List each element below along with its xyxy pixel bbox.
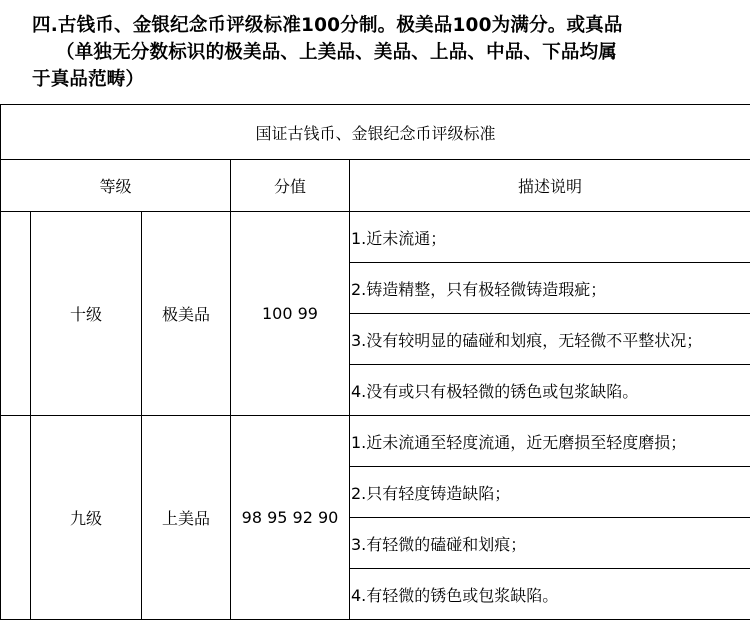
score-cell: 98 95 92 90 <box>231 416 350 620</box>
table-row <box>1 416 750 467</box>
row-marker-cell <box>1 416 31 620</box>
table-caption-row <box>1 105 750 160</box>
grade-level-cell: 十级 <box>31 212 142 416</box>
description-cell: 2.只有轻度铸造缺陷； <box>350 467 750 518</box>
column-header-score: 分值 <box>231 160 350 212</box>
table-header-row <box>1 160 750 212</box>
description-cell: 1.近未流通； <box>350 212 750 263</box>
heading-line-3: 于真品范畴） <box>6 66 744 93</box>
description-cell: 1.近未流通至轻度流通，近无磨损至轻度磨损； <box>350 416 750 467</box>
column-header-description: 描述说明 <box>350 160 750 212</box>
description-cell: 4.有轻微的锈色或包浆缺陷。 <box>350 569 750 620</box>
table-caption: 国证古钱币、金银纪念币评级标准 <box>1 105 750 160</box>
heading-line-2: （单独无分数标识的极美品、上美品、美品、上品、中品、下品均属 <box>6 39 744 66</box>
column-header-grade: 等级 <box>1 160 231 212</box>
table-row <box>1 212 750 263</box>
grading-standard-table <box>0 104 750 620</box>
description-cell: 3.没有较明显的磕碰和划痕，无轻微不平整状况； <box>350 314 750 365</box>
section-heading <box>6 12 744 93</box>
grade-name-cell: 极美品 <box>142 212 231 416</box>
grade-level-cell: 九级 <box>31 416 142 620</box>
row-marker-cell <box>1 212 31 416</box>
heading-line-1: 四.古钱币、金银纪念币评级标准100分制。极美品100为满分。或真品 <box>6 12 744 39</box>
description-cell: 4.没有或只有极轻微的锈色或包浆缺陷。 <box>350 365 750 416</box>
description-cell: 2.铸造精整，只有极轻微铸造瑕疵； <box>350 263 750 314</box>
grade-name-cell: 上美品 <box>142 416 231 620</box>
score-cell: 100 99 <box>231 212 350 416</box>
description-cell: 3.有轻微的磕碰和划痕； <box>350 518 750 569</box>
